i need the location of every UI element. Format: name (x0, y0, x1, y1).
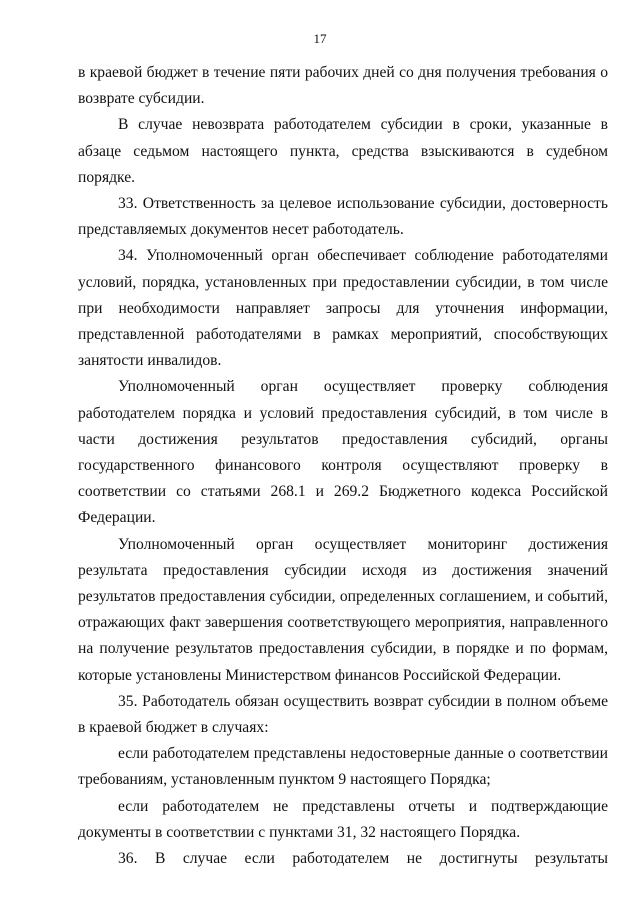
paragraph-9: если работодателем не представлены отчеты и подтверждающие документы в соответствии с пунктами 31, 32 настоящего Порядка. (78, 797, 608, 841)
paragraph-8: если работодателем представлены недостоверные данные о соответствии требованиям, установленным пунктом 9 настоящего Порядка; (78, 745, 608, 789)
paragraph-3: 33. Ответственность за целевое использование субсидии, достоверность представляемых документов несет работодатель. (78, 195, 608, 239)
page-number: 17 (313, 31, 327, 46)
paragraph-6: Уполномоченный орган осуществляет мониторинг достижения результата предоставления субсидии исходя из достижения значений результатов предоставления субсидии, определенных соглашением, и событий, отражающих факт завершения соответствующего мероприятия, направленного на получение результатов предоставления субсидии, в порядке и по формам, которые установлены Министерством финансов Российской Федерации. (78, 535, 608, 684)
paragraph-5: Уполномоченный орган осуществляет проверку соблюдения работодателем порядка и условий предоставления субсидий, в том числе в части достижения результатов предоставления субсидий, органы государственного финансового контроля осуществляют проверку в соответствии со статьями 268.1 и 269.2 Бюджетного кодекса Российской Федерации. (78, 378, 608, 527)
paragraph-2: В случае невозврата работодателем субсидии в сроки, указанные в абзаце седьмом настоящего пункта, средства взыскиваются в судебном порядке. (78, 116, 608, 186)
paragraph-7: 35. Работодатель обязан осуществить возврат субсидии в полном объеме в краевой бюджет в случаях: (78, 692, 608, 737)
document-body (78, 60, 608, 872)
paragraph-10: 36. В случае если работодателем не достигнуты результаты (118, 850, 608, 868)
paragraph-1: в краевой бюджет в течение пяти рабочих дней со дня получения требования о возврате субсидии. (78, 64, 608, 108)
paragraph-4: 34. Уполномоченный орган обеспечивает соблюдение работодателями условий, порядка, установленных при предоставлении субсидии, в том числе при необходимости направляет запросы для уточнения информации, представленной работодателями в рамках мероприятий, способствующих занятости инвалидов. (78, 247, 608, 370)
